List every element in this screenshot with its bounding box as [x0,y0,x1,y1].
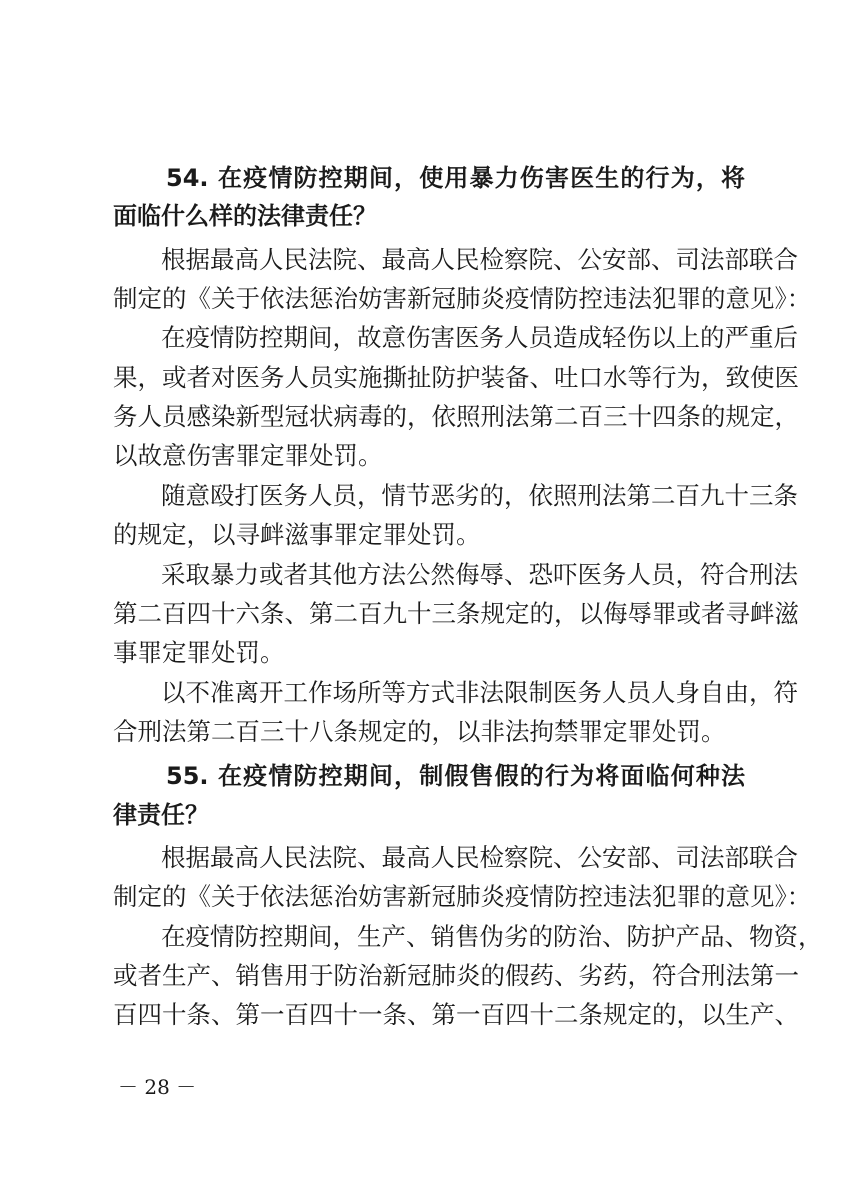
page-number: － 28 － [118,1075,197,1099]
q54-paragraph-5-line-2: 合刑法第二百三十八条规定的，以非法拘禁罪定罪处罚。 [113,717,726,746]
q55-paragraph-2-line-3: 百四十条、第一百四十一条、第一百四十二条规定的，以生产、 [113,1000,799,1029]
q54-paragraph-1-line-1: 根据最高人民法院、最高人民检察院、公安部、司法部联合 [161,245,798,274]
q55-paragraph-1-line-2: 制定的《关于依法惩治妨害新冠肺炎疫情防控违法犯罪的意见》： [113,882,812,911]
q54-paragraph-4-line-2: 第二百四十六条、第二百九十三条规定的，以侮辱罪或者寻衅滋 [113,599,799,628]
q54-paragraph-2-line-4: 以故意伤害罪定罪处罚。 [113,441,383,470]
q54-paragraph-4-line-3: 事罪定罪处罚。 [113,638,285,667]
q54-paragraph-3-line-1: 随意殴打医务人员，情节恶劣的，依照刑法第二百九十三条 [161,481,798,510]
q54-paragraph-2-line-2: 果，或者对医务人员实施撕扯防护装备、吐口水等行为，致使医 [113,363,799,392]
q54-paragraph-5-line-1: 以不准离开工作场所等方式非法限制医务人员人身自由，符 [161,678,798,707]
q54-title-line-1: 54. 在疫情防控期间，使用暴力伤害医生的行为，将 [166,164,745,192]
q55-paragraph-2-line-1: 在疫情防控期间，生产、销售伪劣的防治、防护产品、物资， [161,922,823,951]
q55-title-line-2: 律责任？ [113,801,209,829]
q54-title-line-2: 面临什么样的法律责任？ [113,202,377,230]
q54-paragraph-4-line-1: 采取暴力或者其他方法公然侮辱、恐吓医务人员，符合刑法 [161,560,798,589]
q54-paragraph-3-line-2: 的规定，以寻衅滋事罪定罪处罚。 [113,520,481,549]
q54-paragraph-2-line-3: 务人员感染新型冠状病毒的，依照刑法第二百三十四条的规定， [113,402,799,431]
q55-title-line-1: 55. 在疫情防控期间，制假售假的行为将面临何种法 [166,762,745,790]
q54-paragraph-1-line-2: 制定的《关于依法惩治妨害新冠肺炎疫情防控违法犯罪的意见》： [113,284,812,313]
q55-paragraph-1-line-1: 根据最高人民法院、最高人民检察院、公安部、司法部联合 [161,843,798,872]
q55-paragraph-2-line-2: 或者生产、销售用于防治新冠肺炎的假药、劣药，符合刑法第一 [113,961,799,990]
q54-paragraph-2-line-1: 在疫情防控期间，故意伤害医务人员造成轻伤以上的严重后 [161,323,798,352]
